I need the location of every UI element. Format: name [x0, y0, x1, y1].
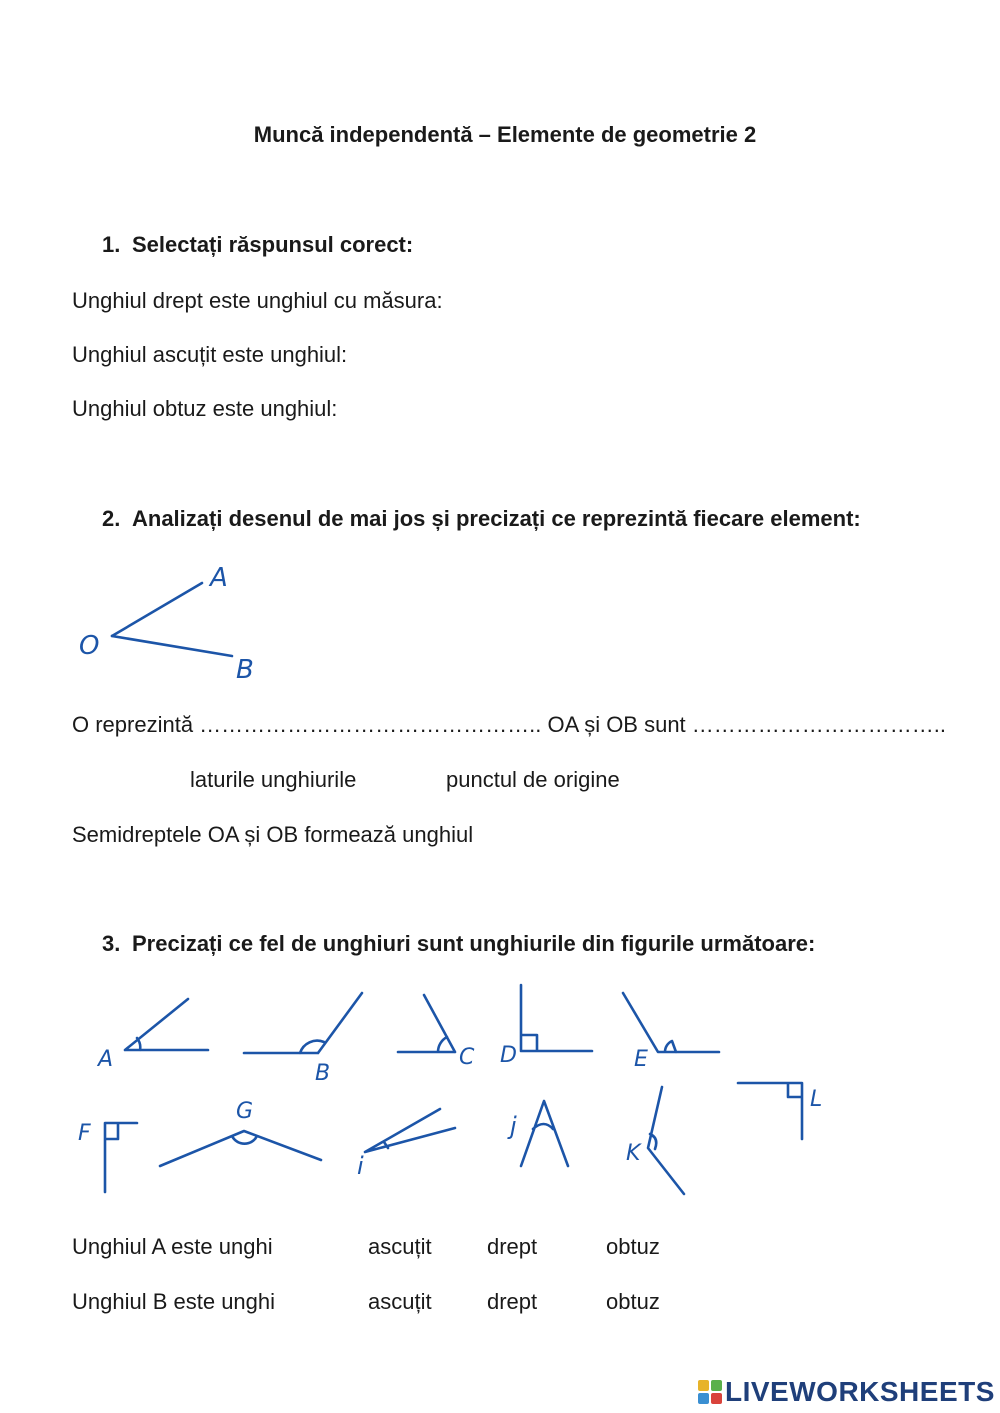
logo-mark-icon [698, 1380, 722, 1404]
angle-e-figure [623, 993, 719, 1072]
label-a: A [210, 563, 228, 593]
question-3-number: 3. [102, 931, 121, 956]
angle-a-figure [96, 999, 208, 1072]
question-1-number: 1. [102, 232, 121, 257]
page-title: Muncă independentă – Elemente de geometrie 2 [253, 122, 757, 147]
question-2-number: 2. [102, 506, 121, 531]
angle-b-figure [244, 993, 362, 1086]
angle-i-figure [357, 1109, 455, 1180]
q3-row-a-option-obtuse[interactable]: obtuz [606, 1234, 660, 1259]
q2-option-origin-point[interactable]: punctul de origine [446, 767, 620, 792]
q3-row-a-option-acute[interactable]: ascuțit [368, 1234, 432, 1259]
svg-text:C: C [459, 1045, 475, 1070]
svg-text:F: F [78, 1121, 91, 1146]
q1-line-obtuse-angle: Unghiul obtuz este unghiul: [72, 396, 338, 421]
label-b: B [236, 655, 254, 685]
svg-text:i: i [357, 1152, 364, 1180]
q1-line-right-angle: Unghiul drept este unghiul cu măsura: [72, 288, 443, 313]
label-o: O [79, 631, 100, 661]
logo-wordmark: LIVEWORKSHEETS [725, 1376, 995, 1407]
question-1-text: Selectați răspunsul corect: [132, 232, 414, 257]
q1-line-acute-angle: Unghiul ascuțit este unghiul: [72, 342, 348, 367]
angle-d-figure [500, 985, 592, 1068]
ray-oa [112, 583, 202, 636]
svg-text:G: G [236, 1099, 254, 1124]
q3-row-b-label: Unghiul B este unghi [72, 1289, 276, 1314]
angle-c-figure [398, 995, 475, 1070]
svg-text:D: D [500, 1043, 517, 1068]
q2-fill-in-line: O reprezintă ……………………………………….. OA și OB sunt …………………………….. [72, 712, 947, 737]
q2-angle-aob-figure [79, 563, 254, 685]
question-2-text: Analizați desenul de mai jos și precizați ce reprezintă fiecare element: [132, 506, 861, 531]
ray-ob [112, 636, 232, 656]
svg-text:j: j [510, 1112, 517, 1140]
q3-row-a-label: Unghiul A este unghi [72, 1234, 273, 1259]
svg-text:L: L [810, 1087, 823, 1112]
angle-k-figure [626, 1087, 684, 1194]
angle-g-figure [160, 1099, 321, 1166]
q3-row-b-option-obtuse[interactable]: obtuz [606, 1289, 660, 1314]
q3-row-a-option-right[interactable]: drept [487, 1234, 538, 1259]
q3-row-b-option-acute[interactable]: ascuțit [368, 1289, 432, 1314]
svg-text:B: B [315, 1061, 331, 1086]
question-3-text: Precizați ce fel de unghiuri sunt unghiurile din figurile următoare: [132, 931, 816, 956]
angle-j-figure [507, 1101, 568, 1166]
angle-l-figure [738, 1083, 822, 1139]
svg-text:E: E [634, 1047, 648, 1072]
q2-option-sides[interactable]: laturile unghiurile [190, 767, 357, 792]
q3-row-b-option-right[interactable]: drept [487, 1289, 538, 1314]
angle-f-figure [78, 1121, 137, 1192]
q2-angle-line: Semidreptele OA și OB formează unghiul [72, 822, 474, 847]
svg-text:A: A [98, 1047, 114, 1072]
svg-text:K: K [626, 1141, 641, 1166]
